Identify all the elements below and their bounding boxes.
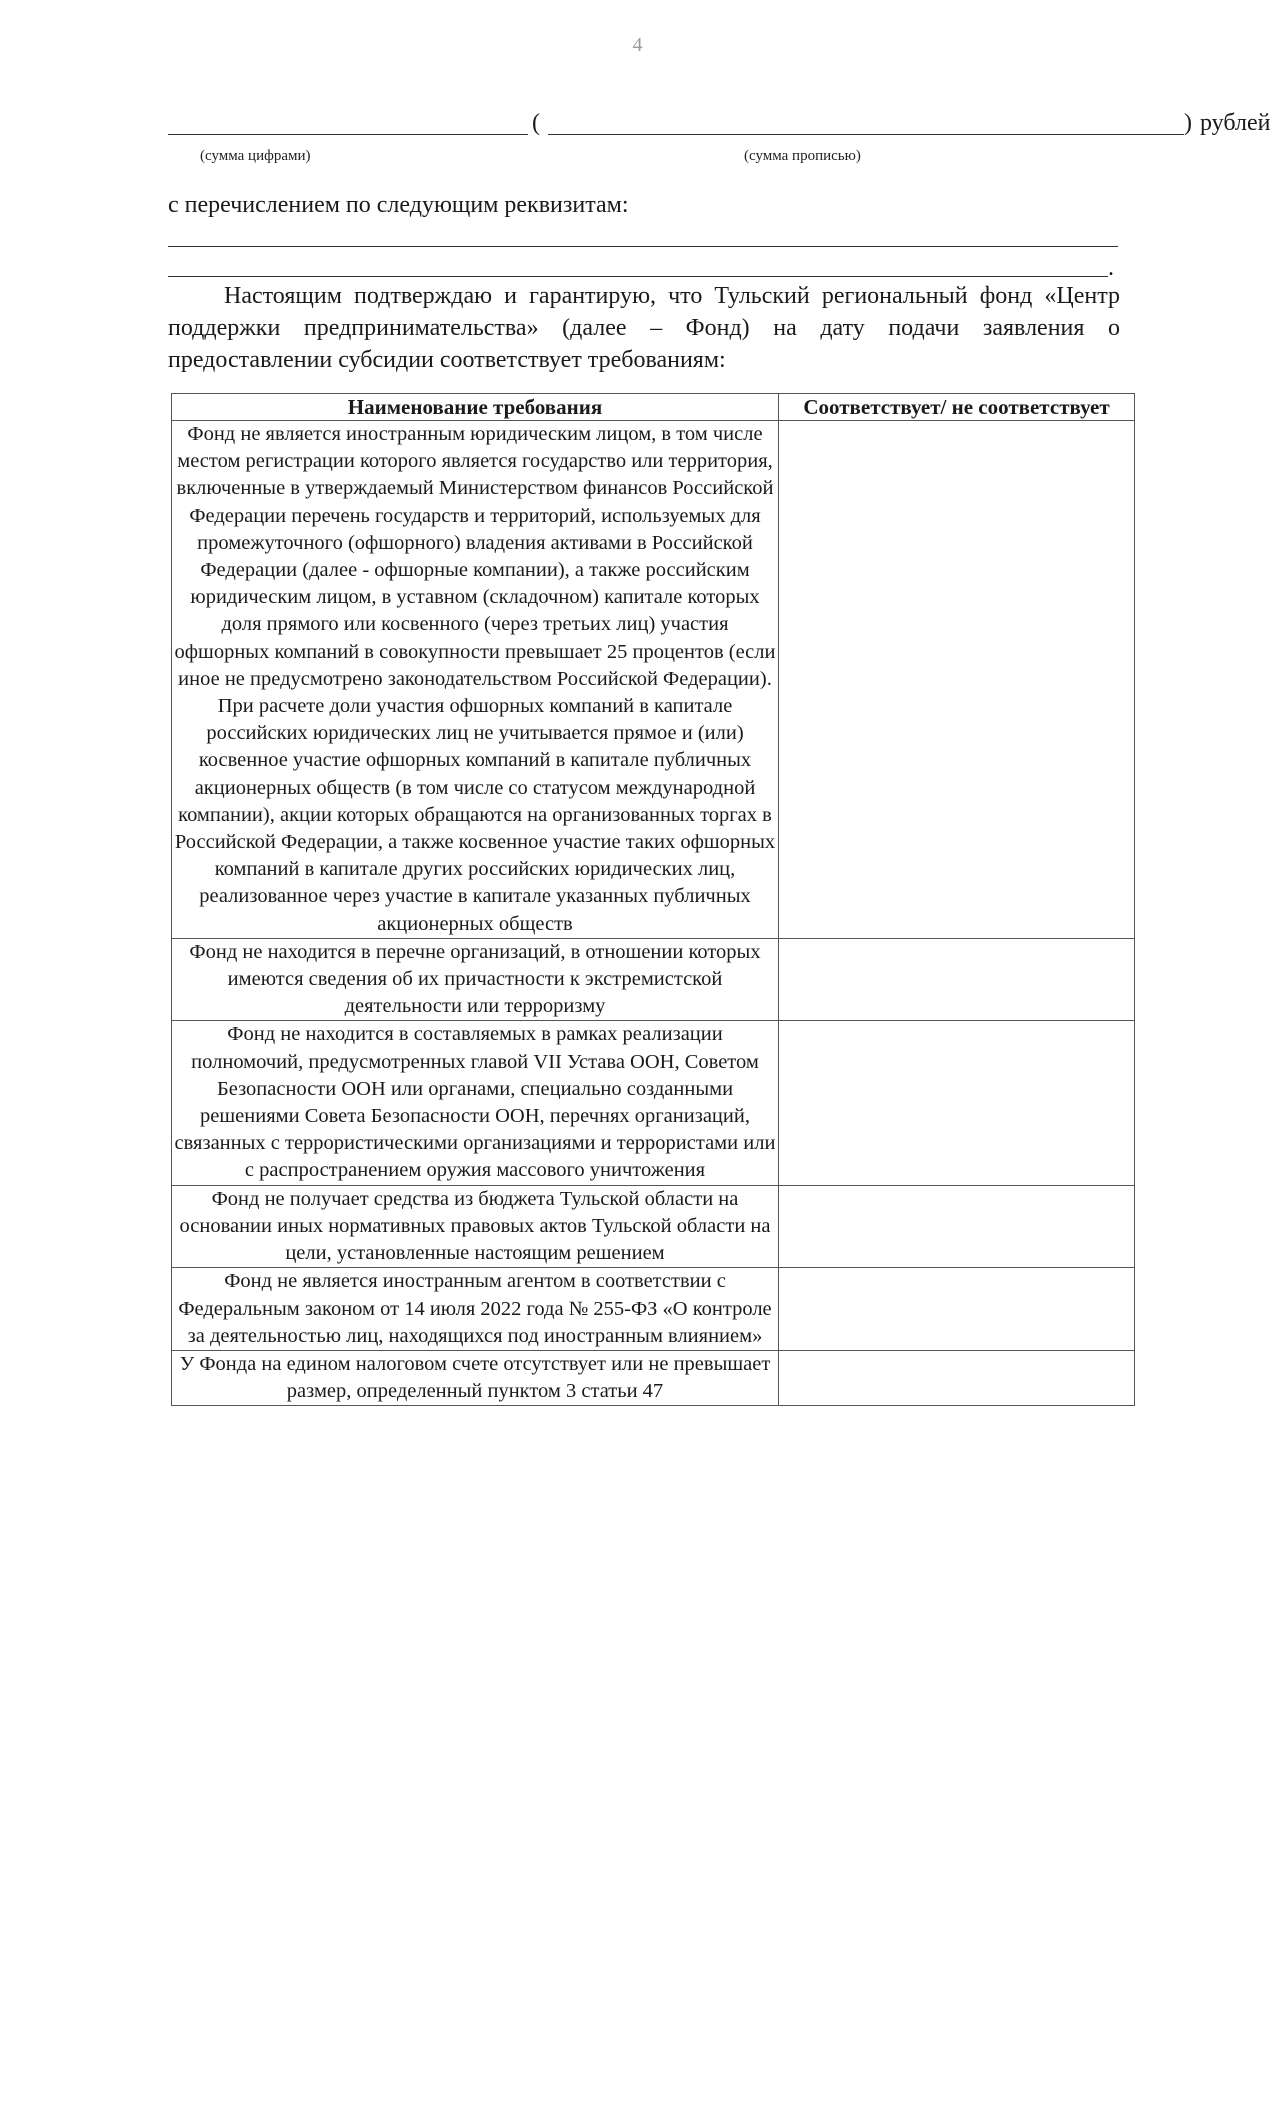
requirement-cell: Фонд не получает средства из бюджета Тульской области на основании иных нормативных правовых актов Тульской области на цели, установленные настоящим решением — [172, 1185, 779, 1268]
requisites-field-line-1[interactable] — [168, 246, 1118, 247]
requirements-table — [171, 393, 1135, 1406]
sum-digits-field[interactable] — [168, 134, 528, 135]
currency-label: рублей — [1200, 110, 1271, 136]
requirement-cell: У Фонда на едином налоговом счете отсутствует или не превышает размер, определенный пунктом 3 статьи 47 — [172, 1350, 779, 1405]
status-cell[interactable] — [779, 421, 1135, 939]
sum-words-caption: (сумма прописью) — [744, 148, 861, 164]
page-number: 4 — [632, 34, 643, 56]
requirement-cell: Фонд не является иностранным юридическим лицом, в том числе местом регистрации которого является государство или территория, включенные в утверждаемый Министерством финансов Российской Федерации перечень государств и территорий, используемых для промежуточного (офшорного) владения активами в Российской Федерации (далее - офшорные компании), а также российским юридическим лицом, в уставном (складочном) капитале которых доля прямого или косвенного (через третьих лиц) участия офшорных компаний в совокупности превышает 25 процентов (если иное не предусмотрено законодательством Российской Федерации). При расчете доли участия офшорных компаний в капитале российских юридических лиц не учитывается прямое и (или) косвенное участие офшорных компаний в капитале публичных акционерных обществ (в том числе со статусом международной компании), акции которых обращаются на организованных торгах в Российской Федерации, а также косвенное участие таких офшорных компаний в капитале других российских юридических лиц, реализованное через участие в капитале указанных публичных акционерных обществ — [172, 421, 779, 939]
sum-words-field[interactable] — [548, 134, 1184, 135]
status-cell[interactable] — [779, 1350, 1135, 1405]
status-cell[interactable] — [779, 1185, 1135, 1268]
confirmation-paragraph: Настоящим подтверждаю и гарантирую, что Тульский региональный фонд «Центр поддержки предпринимательства» (далее – Фонд) на дату подачи заявления о предоставлении субсидии соответствует требованиям: — [168, 283, 1120, 373]
status-cell[interactable] — [779, 938, 1135, 1021]
requirement-cell: Фонд не находится в составляемых в рамках реализации полномочий, предусмотренных главой VII Устава ООН, Советом Безопасности ООН или органами, специально созданными решениями Совета Безопасности ООН, перечнях организаций, связанных с террористическими организациями и террористами или с распространением оружия массового уничтожения — [172, 1021, 779, 1185]
requisites-end-mark: . — [1108, 255, 1114, 281]
table-row — [172, 1185, 1135, 1268]
sum-digits-caption: (сумма цифрами) — [200, 148, 311, 164]
status-cell[interactable] — [779, 1268, 1135, 1351]
requisites-label: с перечислением по следующим реквизитам: — [168, 192, 629, 218]
table-row — [172, 1350, 1135, 1405]
sum-row — [168, 108, 1271, 144]
paren-close: ) — [1184, 110, 1192, 136]
requirement-cell: Фонд не находится в перечне организаций, в отношении которых имеются сведения об их причастности к экстремистской деятельности или терроризму — [172, 938, 779, 1021]
table-row — [172, 1021, 1135, 1185]
paren-open: ( — [532, 110, 540, 136]
requirement-cell: Фонд не является иностранным агентом в соответствии с Федеральным законом от 14 июля 2022 года № 255-ФЗ «О контроле за деятельностью лиц, находящихся под иностранным влиянием» — [172, 1268, 779, 1351]
table-row — [172, 1268, 1135, 1351]
table-row — [172, 938, 1135, 1021]
requisites-field-line-2[interactable] — [168, 276, 1108, 277]
table-row — [172, 421, 1135, 939]
table-header-row — [172, 394, 1135, 421]
header-status: Соответствует/ не соответствует — [779, 394, 1135, 421]
header-requirement: Наименование требования — [172, 394, 779, 421]
status-cell[interactable] — [779, 1021, 1135, 1185]
